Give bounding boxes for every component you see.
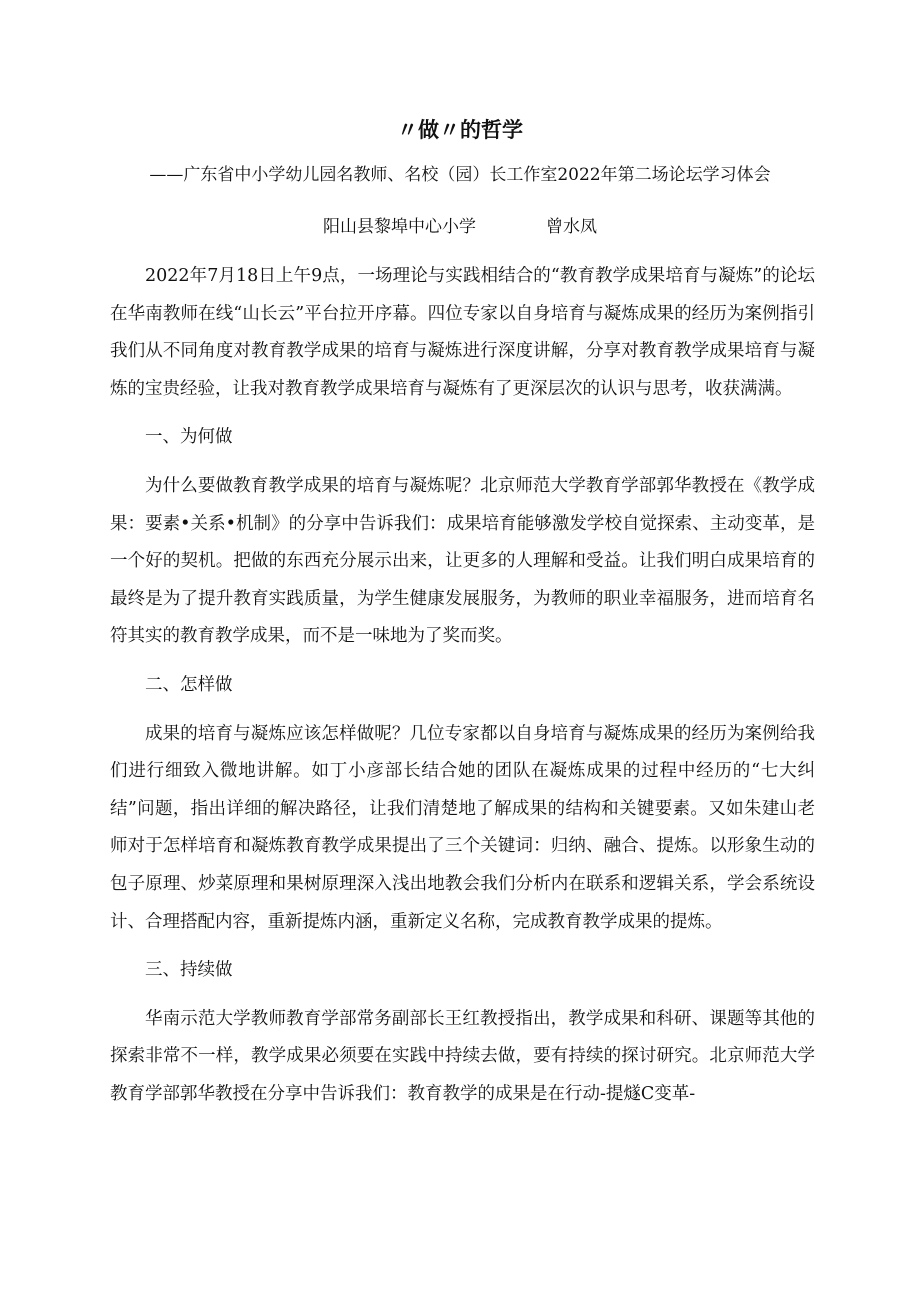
intro-paragraph: 2022年7月18日上午9点，一场理论与实践相结合的“教育教学成果培育与凝炼”的论坛在华南教师在线“山长云”平台拉开序幕。四位专家以自身培育与凝炼成果的经历为案例指引我们从不同角度对教育教学成果的培育与凝炼进行深度讲解，分享对教育教学成果培育与凝炼的宝贵经验，让我对教育教学成果培育与凝炼有了更深层次的认识与思考，收获满满。 [110, 266, 815, 399]
section-paragraph-1: 为什么要做教育教学成果的培育与凝炼呢？北京师范大学教育学部郭华教授在《教学成果：要素•关系•机制》的分享中告诉我们：成果培育能够激发学校自觉探索、主动变革，是一个好的契机。把做的东西充分展示出来，让更多的人理解和受益。让我们明白成果培育的最终是为了提升教育实践质量，为学生健康发展服务，为教师的职业幸福服务，进而培育名符其实的教育教学成果，而不是一味地为了奖而奖。 [110, 475, 815, 647]
section-heading-2: 二、怎样做 [145, 674, 233, 695]
section-heading-3: 三、持续做 [145, 960, 233, 981]
byline-school: 阳山县黎埠中心小学 [323, 217, 476, 237]
document-subtitle: ——广东省中小学幼儿园名教师、名校（园）长工作室2022年第二场论坛学习体会 [149, 165, 771, 185]
document-title: 〃做〃的哲学 [397, 118, 523, 142]
document-body [110, 258, 815, 1113]
section-paragraph-2: 成果的培育与凝炼应该怎样做呢？几位专家都以自身培育与凝炼成果的经历为案例给我们进行细致入微地讲解。如丁小彦部长结合她的团队在凝炼成果的过程中经历的“七大纠结”问题，指出详细的解决路径，让我们清楚地了解成果的结构和关键要素。又如朱建山老师对于怎样培育和凝炼教育教学成果提出了三个关键词：归纳、融合、提炼。以形象生动的包子原理、炒菜原理和果树原理深入浅出地教会我们分析内在联系和逻辑关系，学会系统设计、合理搭配内容，重新提炼内涵，重新定义名称，完成教育教学成果的提炼。 [110, 723, 815, 932]
section-heading-1: 一、为何做 [145, 427, 233, 448]
byline [0, 212, 920, 237]
section-paragraph-3: 华南示范大学教师教育学部常务副部长王红教授指出，教学成果和科研、课题等其他的探索非常不一样，教学成果必须要在实践中持续去做，要有持续的探讨研究。北京师范大学教育学部郭华教授在分享中告诉我们：教育教学的成果是在行动-提燧C变革- [110, 1008, 815, 1104]
byline-author: 曾水凤 [546, 217, 597, 237]
